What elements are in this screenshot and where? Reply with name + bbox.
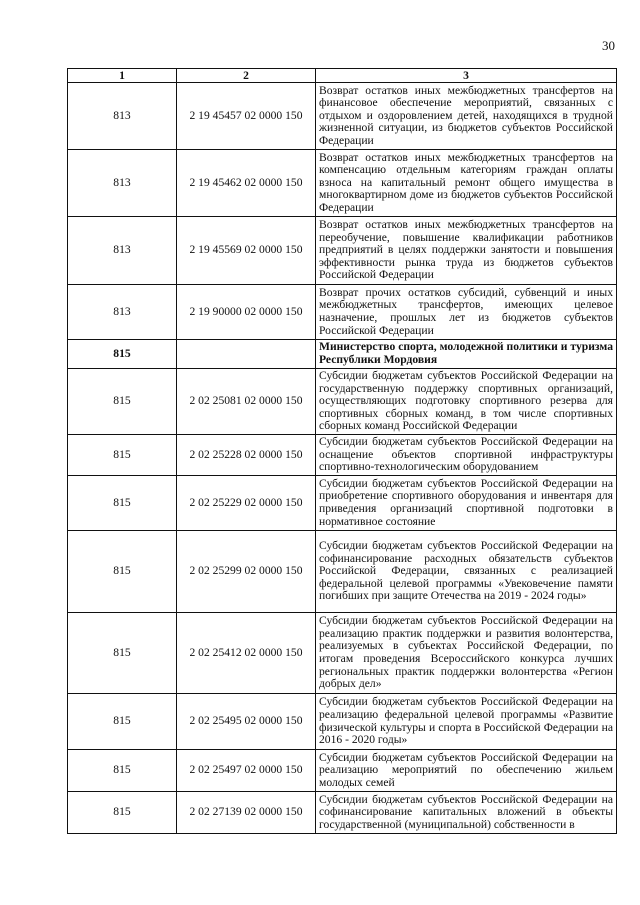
description-cell: Субсидии бюджетам субъектов Российской Федерации на софинансирование расходных обязательств субъектов Российской Федерации, связанных с реализацией федеральной целевой программы «Увековечение памяти погибших при защите Отечества на 2019 - 2024 годы» — [316, 531, 617, 613]
admin-code-cell: 815 — [68, 792, 177, 834]
table-row — [68, 435, 617, 476]
description-cell: Субсидии бюджетам субъектов Российской Федерации на софинансирование капитальных вложений в объекты государственной (муниципальной) собственности в — [316, 792, 617, 834]
admin-code-cell: 815 — [68, 340, 177, 369]
description-cell: Возврат остатков иных межбюджетных трансфертов на финансовое обеспечение мероприятий, связанных с отдыхом и оздоровлением детей, находящихся в трудной жизненной ситуации, из бюджетов субъектов Российской Федерации — [316, 83, 617, 150]
budget-code-cell: 2 02 25229 02 0000 150 — [177, 476, 316, 531]
admin-code-cell: 815 — [68, 750, 177, 792]
budget-codes-table — [67, 68, 617, 834]
budget-code-cell: 2 02 25412 02 0000 150 — [177, 613, 316, 694]
admin-code-cell: 815 — [68, 613, 177, 694]
description-cell: Субсидии бюджетам субъектов Российской Федерации на реализацию практик поддержки и развития волонтерства, реализуемых в субъектах Российской Федерации, по итогам проведения Всероссийского конкурса лучших региональных практик поддержки волонтерства «Регион добрых дел» — [316, 613, 617, 694]
table-row — [68, 150, 617, 217]
table-row — [68, 531, 617, 613]
table-row — [68, 613, 617, 694]
description-cell: Возврат прочих остатков субсидий, субвенций и иных межбюджетных трансфертов, имеющих целевое назначение, прошлых лет из бюджетов субъектов Российской Федерации — [316, 285, 617, 340]
admin-code-cell: 815 — [68, 369, 177, 435]
budget-code-cell: 2 19 45462 02 0000 150 — [177, 150, 316, 217]
budget-code-cell: 2 02 27139 02 0000 150 — [177, 792, 316, 834]
table-row — [68, 217, 617, 285]
budget-code-cell — [177, 340, 316, 369]
column-header-2: 2 — [177, 69, 316, 83]
column-header-3: 3 — [316, 69, 617, 83]
table-row — [68, 83, 617, 150]
description-cell: Субсидии бюджетам субъектов Российской Федерации на реализацию мероприятий по обеспечению жильем молодых семей — [316, 750, 617, 792]
admin-code-cell: 813 — [68, 285, 177, 340]
budget-code-cell: 2 19 45457 02 0000 150 — [177, 83, 316, 150]
description-cell: Субсидии бюджетам субъектов Российской Федерации на оснащение объектов спортивной инфраструктуры спортивно-технологическим оборудованием — [316, 435, 617, 476]
admin-code-cell: 815 — [68, 531, 177, 613]
budget-code-cell: 2 19 45569 02 0000 150 — [177, 217, 316, 285]
column-header-1: 1 — [68, 69, 177, 83]
budget-code-cell: 2 19 90000 02 0000 150 — [177, 285, 316, 340]
table-row — [68, 369, 617, 435]
table-row — [68, 476, 617, 531]
page-number: 30 — [602, 38, 615, 53]
description-cell: Субсидии бюджетам субъектов Российской Федерации на реализацию федеральной целевой программы «Развитие физической культуры и спорта в Российской Федерации на 2016 - 2020 годы» — [316, 694, 617, 750]
description-cell: Возврат остатков иных межбюджетных трансфертов на переобучение, повышение квалификации работников предприятий в целях поддержки занятости и повышения эффективности рынка труда из бюджетов субъектов Российской Федерации — [316, 217, 617, 285]
admin-code-cell: 815 — [68, 694, 177, 750]
table-row — [68, 792, 617, 834]
admin-code-cell: 813 — [68, 217, 177, 285]
admin-code-cell: 813 — [68, 83, 177, 150]
description-cell: Субсидии бюджетам субъектов Российской Федерации на государственную поддержку спортивных организаций, осуществляющих подготовку спортивного резерва для спортивных сборных команд, в том числе спортивных сборных команд Российской Федерации — [316, 369, 617, 435]
admin-code-cell: 815 — [68, 476, 177, 531]
description-cell: Субсидии бюджетам субъектов Российской Федерации на приобретение спортивного оборудования и инвентаря для приведения организаций спортивной подготовки в нормативное состояние — [316, 476, 617, 531]
admin-code-cell: 813 — [68, 150, 177, 217]
budget-code-cell: 2 02 25081 02 0000 150 — [177, 369, 316, 435]
budget-code-cell: 2 02 25228 02 0000 150 — [177, 435, 316, 476]
table-header-row — [68, 69, 617, 83]
budget-code-cell: 2 02 25495 02 0000 150 — [177, 694, 316, 750]
table-row — [68, 694, 617, 750]
table-row — [68, 750, 617, 792]
table-row-ministry — [68, 340, 617, 369]
budget-code-cell: 2 02 25299 02 0000 150 — [177, 531, 316, 613]
ministry-name-cell: Министерство спорта, молодежной политики и туризма Республики Мордовия — [316, 340, 617, 369]
budget-code-cell: 2 02 25497 02 0000 150 — [177, 750, 316, 792]
table-row — [68, 285, 617, 340]
description-cell: Возврат остатков иных межбюджетных трансфертов на компенсацию отдельным категориям граждан оплаты взноса на капитальный ремонт общего имущества в многоквартирном доме из бюджетов субъектов Российской Федерации — [316, 150, 617, 217]
admin-code-cell: 815 — [68, 435, 177, 476]
